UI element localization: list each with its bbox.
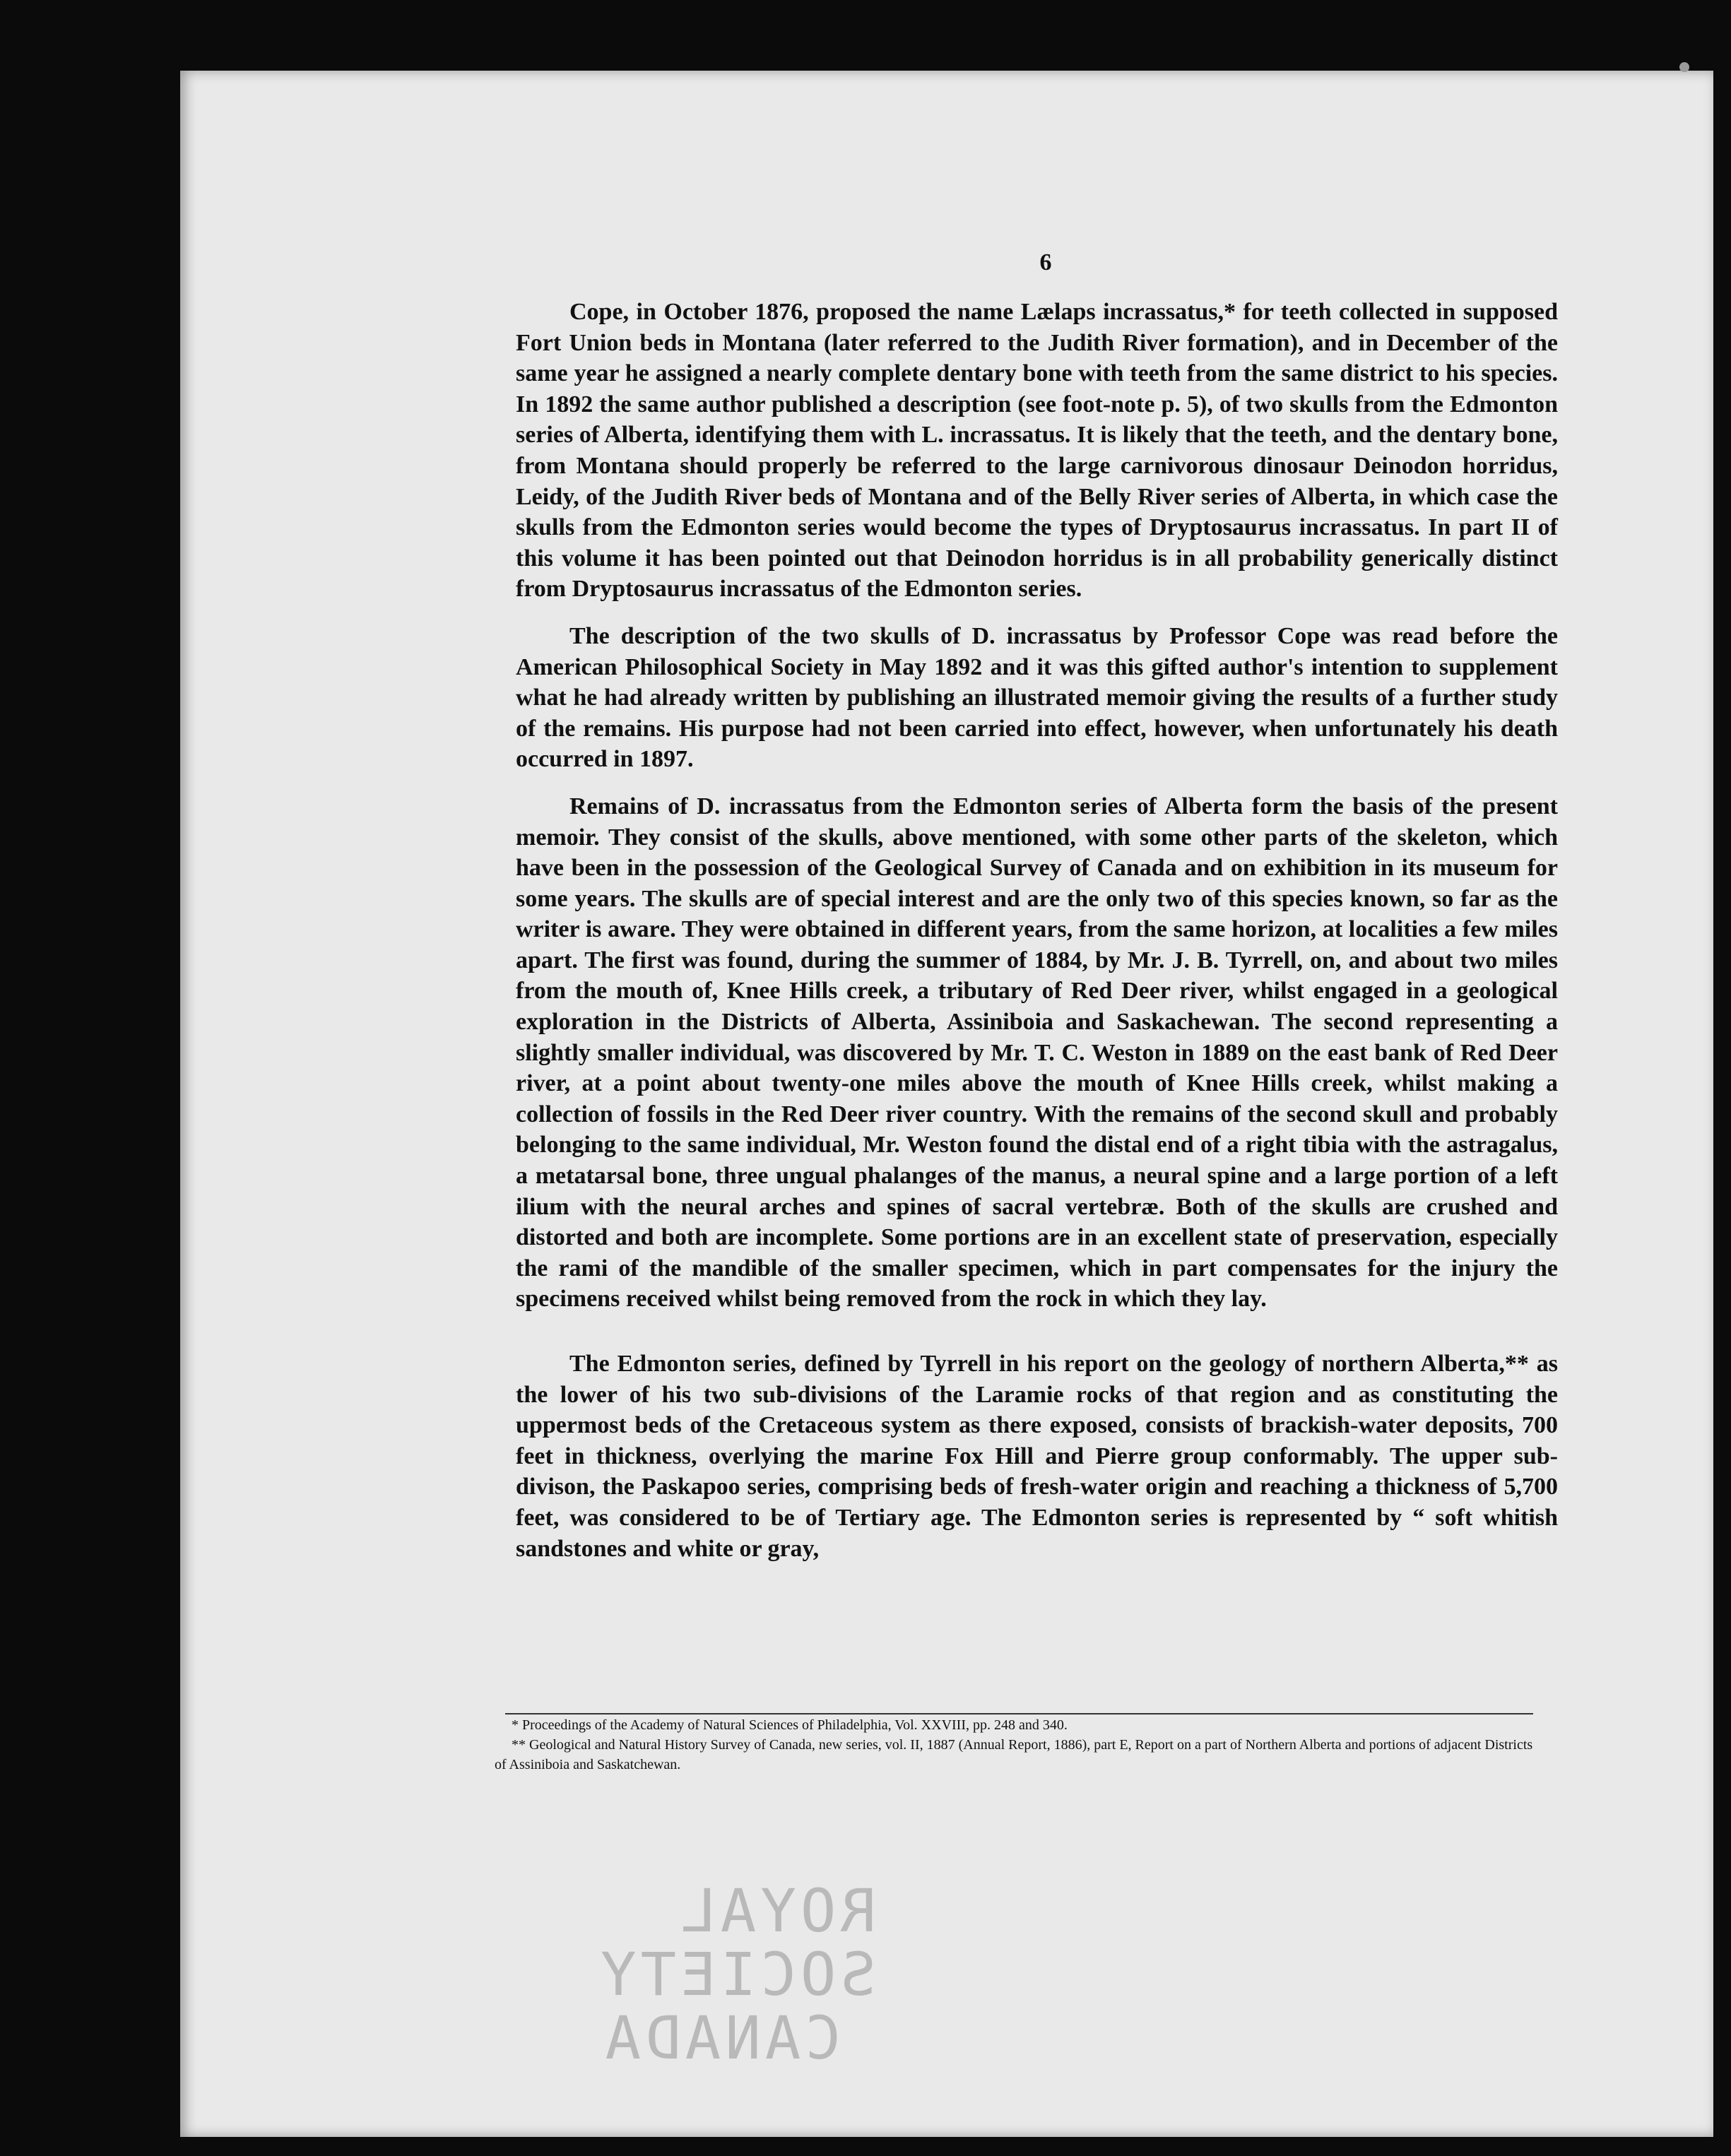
paragraph-2: The description of the two skulls of D. incrassatus by Professor Cope was read before the American Philosophical Society in May 1892 and it was this gifted author's intention to supplement what he had already written by publishing an illustrated memoir giving the results of a further study of the remains. His purpose had not been carried into effect, however, when unfortunately his death occurred in 1897. bbox=[516, 622, 1558, 773]
paragraph-4: The Edmonton series, defined by Tyrrell in his report on the geology of northern Alberta,** as the lower of his two sub-divisions of the Laramie rocks of that region and as constituting the uppermost beds of the Cretaceous system as there exposed, consists of brackish-water deposits, 700 feet in thickness, overlying the marine Fox Hill and Pierre group conformably. The upper sub-divison, the Paskapoo series, comprising beds of fresh-water origin and reaching a thickness of 5,700 feet, was considered to be of Tertiary age. The Edmonton series is represented by “ soft whitish sandstones and white or gray, bbox=[516, 1351, 1558, 1562]
paragraph-1: Cope, in October 1876, proposed the name Lælaps incrassatus,* for teeth collected in supposed Fort Union beds in Montana (later referred to the Judith River formation), and in December of the same year he assigned a nearly complete dentary bone with teeth from the same district to his species. In 1892 the same author published a description (see foot-note p. 5), of two skulls from the Edmonton series of Alberta, identifying them with L. incrassatus. It is likely that the teeth, and the dentary bone, from Montana should properly be referred to the large carnivorous dinosaur Deinodon horridus, Leidy, of the Judith River beds of Montana and of the Belly River series of Alberta, in which case the skulls from the Edmonton series would become the types of Dryptosaurus incrassatus. In part II of this volume it has been pointed out that Deinodon horridus is in all probability generically distinct from Dryptosaurus incrassatus of the Edmonton series. bbox=[516, 299, 1558, 603]
footnotes bbox=[495, 1715, 1540, 1775]
stamp-line-2: CANADA bbox=[601, 2003, 841, 2073]
footnote-rule bbox=[505, 1713, 1533, 1714]
footnote-1: * Proceedings of the Academy of Natural Sciences of Philadelphia, Vol. XXVIII, pp. 248 and 340. bbox=[512, 1717, 1068, 1733]
paragraph-3: Remains of D. incrassatus from the Edmonton series of Alberta form the basis of the present memoir. They consist of the skulls, above mentioned, with some other parts of the skeleton, which have been in the possession of the Geological Survey of Canada and on exhibition in its museum for some years. The skulls are of special interest and are the only two of this species known, so far as the writer is aware. They were obtained in different years, from the same horizon, at localities a few miles apart. The first was found, during the summer of 1884, by Mr. J. B. Tyrrell, on, and about two miles from the mouth of, Knee Hills creek, a tributary of Red Deer river, whilst engaged in a geological exploration in the Districts of Alberta, Assiniboia and Saskachewan. The second representing a slightly smaller individual, was discovered by Mr. T. C. Weston in 1889 on the east bank of Red Deer river, at a point about twenty-one miles above the mouth of Knee Hills creek, whilst making a collection of fossils in the Red Deer river country. With the remains of the second skull and probably belonging to the same individual, Mr. Weston found the distal end of a right tibia with the astragalus, a metatarsal bone, three ungual phalanges of the manus, a neural spine and a large portion of a left ilium with the neural arches and spines of sacral vertebræ. Both of the skulls are crushed and distorted and both are incomplete. Some portions are in an excellent state of preservation, especially the rami of the mandible of the smaller specimen, which in part compensates for the injury the specimens received whilst being removed from the rock in which they lay. bbox=[516, 793, 1558, 1313]
stamp-line-1: ROYAL SOCIETY bbox=[596, 1876, 876, 2009]
library-stamp bbox=[438, 1876, 876, 2073]
page-number: 6 bbox=[1039, 249, 1052, 276]
footnote-2: ** Geological and Natural History Survey of Canada, new series, vol. II, 1887 (Annual Report, 1886), part E, Report on a part of Northern Alberta and portions of adjacent Districts of Assiniboia and Saskatchewan. bbox=[495, 1737, 1533, 1772]
body-text bbox=[516, 297, 1558, 1580]
scan-speck bbox=[1679, 62, 1689, 72]
